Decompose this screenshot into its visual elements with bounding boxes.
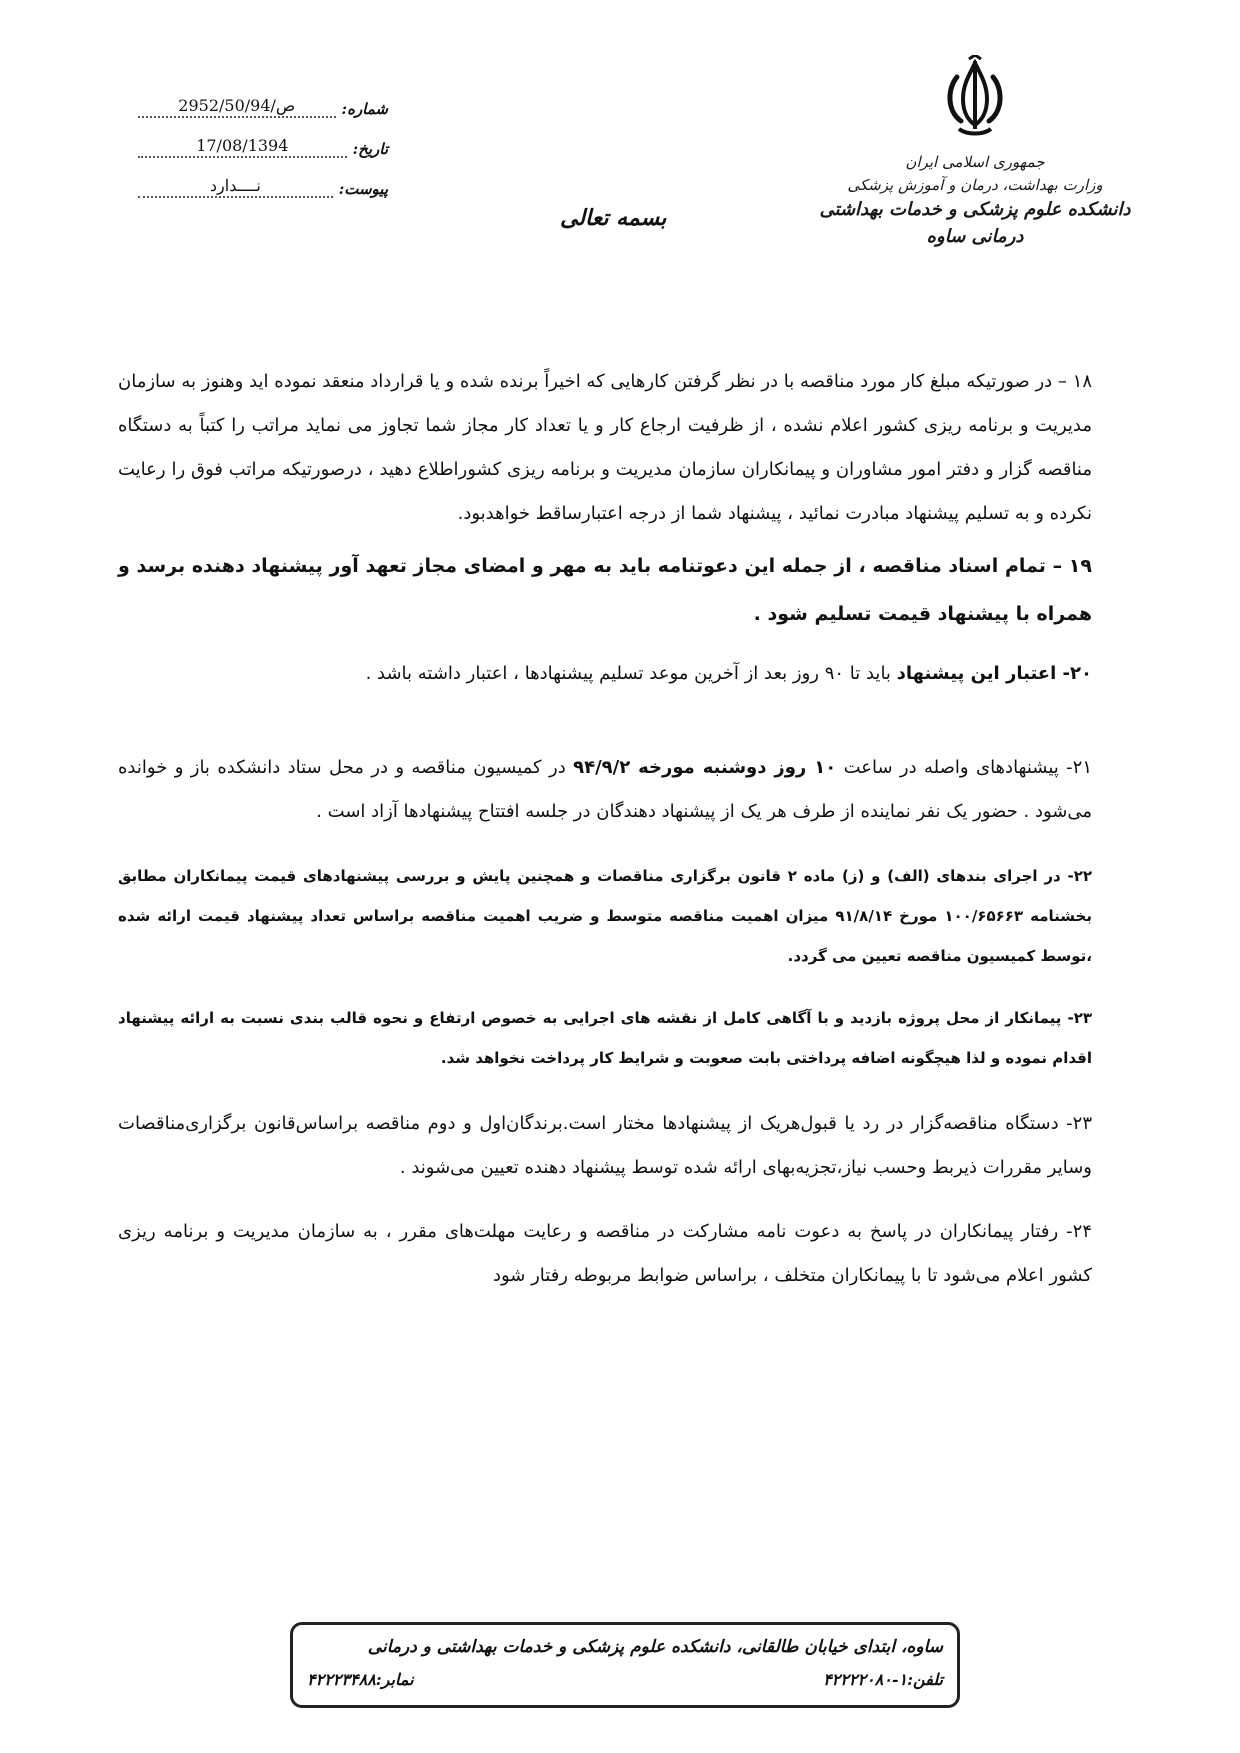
footer-contact-box	[290, 1622, 960, 1708]
clause-22: ۲۲- در اجرای بندهای (الف) و (ز) ماده ۲ قانون برگزاری مناقصات و همچنین پایش و بررسی پیشنهادهای قیمت پیمانکاران مطابق بخشنامه ۱۰۰/۶۵۶۶۳ مورخ ۹۱/۸/۱۴ میزان اهمیت مناقصه متوسط و ضریب اهمیت مناقصه براساس تعداد پیشنهاد قیمت ارائه شده ،توسط کمیسیون مناقصه تعیین می گردد.	[118, 867, 1092, 965]
clause-21-date: ۱۰ روز دوشنبه مورخه ۹۴/۹/۲	[573, 757, 837, 778]
clause-20-heading: ۲۰- اعتبار این پیشنهاد	[896, 663, 1092, 684]
letter-body	[118, 360, 1092, 1298]
footer-contacts	[307, 1663, 943, 1697]
clause-21-text-b: در کمیسیون مناقصه و در محل ستاد دانشکده باز و خوانده می‌شود . حضور یک نفر نماینده از طرف هر یک از پیشنهاد دهندگان در جلسه افتتاح پیشنهادها آزاد است .	[118, 757, 1092, 822]
org-ministry: وزارت بهداشت، درمان و آموزش پزشکی	[847, 175, 1103, 194]
footer-address: ساوه، ابتدای خیابان طالقانی، دانشکده علوم پزشکی و خدمات بهداشتی و درمانی	[367, 1637, 943, 1657]
clause-21-text-a: ۲۱- پیشنهادهای واصله در ساعت	[836, 757, 1092, 778]
clause-21	[118, 746, 1092, 834]
clause-18: ۱۸ – در صورتیکه مبلغ کار مورد مناقصه با در نظر گرفتن کارهایی که اخیراً برنده شده و یا قرارداد منعقد نموده اید وهنوز به سازمان مدیریت و برنامه ریزی کشور اعلام نشده ، از ظرفیت ارجاع کار و یا تعداد کار مجاز شما تجاوز می نماید مراتب را کتباً به دستگاه مناقصه گزار و دفتر امور مشاوران و پیمانکاران سازمان مدیریت و برنامه ریزی کشوراطلاع دهید ، درصورتیکه مراتب فوق را رعایت نکرده و به تسلیم پیشنهاد مبادرت نمائید ، پیشنهاد شما از درجه اعتبارساقط خواهدبود.	[118, 371, 1092, 524]
letterhead	[810, 55, 1140, 250]
iran-emblem-icon	[935, 55, 1015, 145]
date-value: 17/08/1394	[138, 136, 347, 158]
reference-fields	[138, 78, 388, 198]
attachment-label: پیوست:	[338, 180, 388, 198]
clause-20	[118, 652, 1092, 696]
basmala-heading: بسمه تعالی	[560, 205, 667, 231]
date-label: تاریخ:	[352, 140, 388, 158]
attachment-row	[138, 158, 388, 198]
clause-23-selection: ۲۳- دستگاه مناقصه‌گزار در رد یا قبول‌هریک از پیشنهادها مختار است.برندگان‌اول و دوم مناقصه براساس‌قانون برگزاری‌مناقصات وسایر مقررات ذیربط وحسب نیاز،تجزیه‌بهای ارائه شده توسط پیشنهاد دهنده تعیین می‌شوند .	[118, 1113, 1092, 1178]
number-value: 2952/50/ص/94	[138, 96, 336, 118]
org-faculty: دانشکده علوم پزشکی و خدمات بهداشتی درمانی ساوه	[819, 199, 1131, 247]
clause-24: ۲۴- رفتار پیمانکاران در پاسخ به دعوت نامه مشارکت در مناقصه و رعایت مهلت‌های مقرر ، به سازمان مدیریت و برنامه ریزی کشور اعلام می‌شود تا با پیمانکاران متخلف ، براساس ضوابط مربوطه رفتار شود	[118, 1221, 1092, 1286]
date-row	[138, 118, 388, 158]
attachment-value: نــــدارد	[138, 176, 333, 198]
footer-fax: نمابر:۴۲۲۲۳۴۸۸	[307, 1670, 414, 1689]
org-country: جمهوری اسلامی ایران	[905, 153, 1045, 171]
number-row	[138, 78, 388, 118]
clause-20-text: باید تا ۹۰ روز بعد از آخرین موعد تسلیم پیشنهادها ، اعتبار داشته باشد .	[365, 663, 897, 684]
clause-23-site-visit: ۲۳- پیمانکار از محل پروژه بازدید و با آگاهی کامل از نقشه های اجرایی به خصوص ارتفاع و نحوه قالب بندی نسبت به ارائه پیشنهاد اقدام نموده و لذا هیچگونه اضافه پرداختی بابت صعوبت و شرایط کار پرداخت نخواهد شد.	[118, 1009, 1092, 1067]
number-label: شماره:	[341, 100, 388, 118]
footer-phone: تلفن:۱-۴۲۲۲۲۰۸۰	[823, 1670, 943, 1689]
clause-19: ۱۹ – تمام اسناد مناقصه ، از جمله این دعوتنامه باید به مهر و امضای مجاز تعهد آور پیشنهاد دهنده برسد و همراه با پیشنهاد قیمت تسلیم شود .	[118, 555, 1092, 625]
